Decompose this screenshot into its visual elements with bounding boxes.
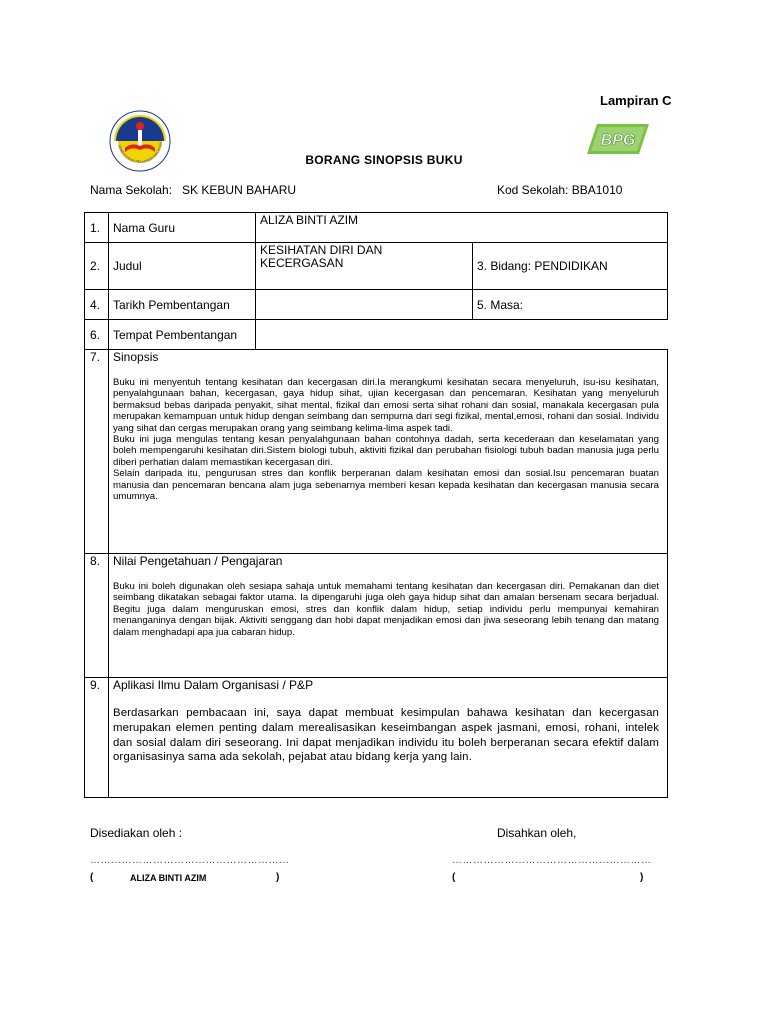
row-number: 2. xyxy=(85,243,109,290)
school-code-value: BBA1010 xyxy=(571,183,623,197)
prepared-signature-line[interactable]: ………………………………………………… xyxy=(90,855,290,866)
synopsis-paragraph-1: Buku ini menyentuh tentang kesihatan dan kecergasan diri.Ia merangkumi kesihatan secara menyeluruh, isu-isu kesihatan, penyalahgunaan bahan, kecergasan, gaya hidup sihat, ujian kecergasan dan pencemaran. Kesihatan yang menyeluruh bermaksud bebas daripada penyakit, sihat mental, fizikal dan emosi serta sihat rohani dan sosial, manakala kecergasan pula merupakan kemampuan untuk hidup dengan seimbang dan sempurna dari segi fizikal, mental,emosi, rohani dan sosial. Individu yang sihat dan cergas merupakan orang yang seimbang kelima-lima aspek tadi. xyxy=(113,377,659,434)
approved-by-label: Disahkan oleh, xyxy=(497,826,577,840)
form-title: BORANG SINOPSIS BUKU xyxy=(305,153,463,167)
row-number: 7. xyxy=(85,350,109,554)
synopsis-paragraph-2: Buku ini juga mengulas tentang kesan penyalahgunaan bahan contohnya dadah, serta kecederaan dan keselamatan yang boleh mempengaruhi kesihatan diri.Sistem biologi tubuh, aktiviti fizikal dan perubahan fisiologi tubuh badan manusia juga perlu diberi perhatian dalam memastikan kecergasan diri. xyxy=(113,434,659,468)
field-value[interactable]: 3. Bidang: PENDIDIKAN xyxy=(473,243,668,290)
prepared-open-paren: ( xyxy=(90,872,94,883)
teacher-name-value[interactable]: ALIZA BINTI AZIM xyxy=(256,213,668,243)
presentation-venue-label: Tempat Pembentangan xyxy=(109,320,256,350)
prepared-close-paren: ) xyxy=(276,872,280,883)
approved-open-paren: ( xyxy=(452,872,456,883)
row-number: 8. xyxy=(85,554,109,678)
school-code-label: Kod Sekolah: xyxy=(497,183,569,197)
school-name-line xyxy=(90,183,296,197)
synopsis-cell[interactable] xyxy=(109,350,668,554)
approved-close-paren: ) xyxy=(640,872,644,883)
school-name-value: SK KEBUN BAHARU xyxy=(182,183,297,197)
row-title xyxy=(85,243,668,290)
row-synopsis xyxy=(85,350,668,554)
book-title-value[interactable]: KESIHATAN DIRI DAN KECERGASAN xyxy=(256,243,473,290)
row-teacher-name xyxy=(85,213,668,243)
row-application xyxy=(85,678,668,798)
application-label: Aplikasi Ilmu Dalam Organisasi / P&P xyxy=(113,678,314,692)
row-date xyxy=(85,290,668,320)
synopsis-form-table xyxy=(84,212,668,798)
presentation-date-value[interactable] xyxy=(256,290,473,320)
row-number: 9. xyxy=(85,678,109,798)
approved-signature-line[interactable]: ………………………………………………… xyxy=(452,855,652,866)
row-number: 1. xyxy=(85,213,109,243)
knowledge-value-cell[interactable] xyxy=(109,554,668,678)
teacher-name-label: Nama Guru xyxy=(109,213,256,243)
knowledge-value-label: Nilai Pengetahuan / Pengajaran xyxy=(113,554,283,568)
application-cell[interactable] xyxy=(109,678,668,798)
row-number: 4. xyxy=(85,290,109,320)
knowledge-value-paragraph: Buku ini boleh digunakan oleh sesiapa sahaja untuk memahami tentang kesihatan dan kecergasan diri. Pemakanan dan diet seimbang dikatakan sebagai faktor utama. Ia dipengaruhi juga oleh gaya hidup sihat dan amalan bersenam secara berjadual. Begitu juga dalam menguruskan emosi, stres dan konflik dalam hidup, setiap individu perlu mempunyai kemahiran menanganinya dengan bijak. Aktiviti senggang dan hobi dapat menjadikan emosi dan jiwa seseorang lebih tenang dan matang dalam menghadapi apa jua cabaran hidup. xyxy=(113,581,659,638)
synopsis-paragraph-3: Selain daripada itu, pengurusan stres dan konflik berperanan dalam kesihatan emosi dan sosial.Isu pencemaran buatan manusia dan pencemaran bencana alam juga sebenarnya memberi kesan kepada kesihatan dan kecergasan manusia secara umumnya. xyxy=(113,468,659,503)
application-paragraph: Berdasarkan pembacaan ini, saya dapat membuat kesimpulan bahawa kesihatan dan kecergasan merupakan elemen penting dalam merealisasikan keseimbangan aspek jasmani, emosi, rohani, intelek dan sosial dalam diri seseorang. Ini dapat menjadikan individu itu boleh berperanan secara efektif dalam organisasinya sama ada sekolah, pejabat atau bidang kerja yang lain. xyxy=(113,707,659,764)
prepared-by-name: ALIZA BINTI AZIM xyxy=(130,873,207,883)
svg-text:BPG: BPG xyxy=(600,132,636,149)
row-knowledge-value xyxy=(85,554,668,678)
row-number: 6. xyxy=(85,320,109,350)
presentation-date-label: Tarikh Pembentangan xyxy=(109,290,256,320)
book-title-label: Judul xyxy=(109,243,256,290)
school-name-label: Nama Sekolah: xyxy=(90,183,173,197)
prepared-by-label: Disediakan oleh : xyxy=(90,826,183,840)
time-label[interactable]: 5. Masa: xyxy=(473,290,668,320)
svg-text:KEMENTERIAN PELAJARAN MALAYSIA: KEMENTERIAN PELAJARAN MALAYSIA xyxy=(117,142,163,165)
synopsis-label: Sinopsis xyxy=(113,350,159,364)
presentation-venue-value[interactable] xyxy=(256,320,668,350)
lampiran-label: Lampiran C xyxy=(600,93,672,108)
school-code-line xyxy=(497,183,622,197)
row-venue xyxy=(85,320,668,350)
